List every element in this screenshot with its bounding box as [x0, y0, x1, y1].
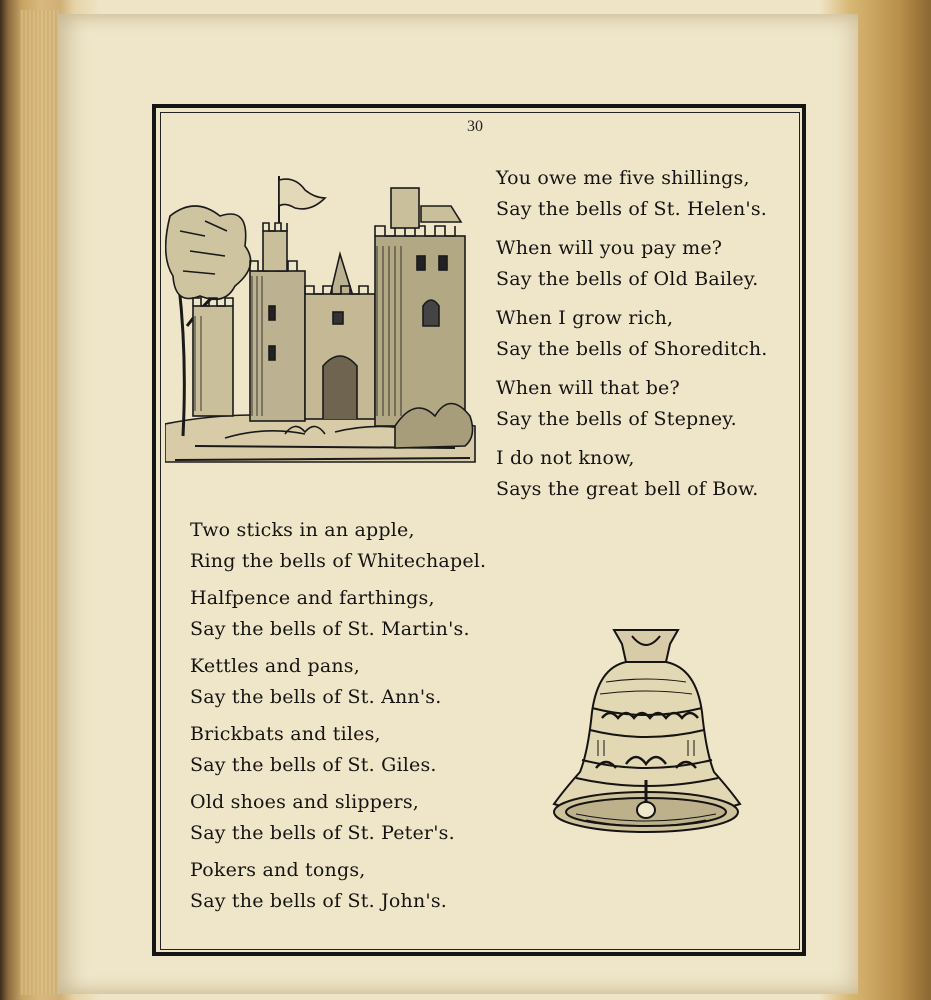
page-number: 30 — [467, 118, 483, 135]
couplet — [496, 373, 768, 435]
verse-line: Say the bells of St. Ann's. — [190, 686, 442, 708]
verse-line: When will that be? — [496, 377, 680, 399]
verse-line: Says the great bell of Bow. — [496, 478, 759, 500]
verse-line: Brickbats and tiles, — [190, 723, 381, 745]
couplet — [496, 303, 768, 365]
verse-line: Say the bells of St. Helen's. — [496, 198, 768, 220]
verse-line: Halfpence and farthings, — [190, 587, 435, 609]
verse-line: Say the bells of St. John's. — [190, 890, 448, 912]
couplet — [190, 787, 486, 849]
verse-line: Ring the bells of Whitechapel. — [190, 550, 487, 572]
verse-line: Two sticks in an apple, — [190, 519, 415, 541]
verse-line: Say the bells of St. Martin's. — [190, 618, 470, 640]
verse-line: Say the bells of Shoreditch. — [496, 338, 768, 360]
verse-line: Say the bells of Old Bailey. — [496, 268, 759, 290]
verse-bottom — [190, 515, 486, 923]
verse-line: Say the bells of St. Peter's. — [190, 822, 455, 844]
couplet — [190, 651, 486, 713]
couplet — [190, 583, 486, 645]
verse-line: Say the bells of St. Giles. — [190, 754, 437, 776]
verse-line: Kettles and pans, — [190, 655, 360, 677]
couplet — [190, 515, 486, 577]
verse-line: Say the bells of Stepney. — [496, 408, 737, 430]
verse-line: You owe me five shillings, — [496, 167, 750, 189]
couplet — [190, 719, 486, 781]
verse-line: Old shoes and slippers, — [190, 791, 420, 813]
bell-illustration — [546, 622, 746, 846]
verse-line: I do not know, — [496, 447, 635, 469]
castle-illustration — [165, 176, 480, 468]
page-edges — [20, 10, 60, 995]
verse-line: Pokers and tongs, — [190, 859, 366, 881]
couplet — [496, 163, 768, 225]
couplet — [190, 855, 486, 917]
verse-top — [496, 163, 768, 513]
verse-line: When I grow rich, — [496, 307, 674, 329]
couplet — [496, 233, 768, 295]
couplet — [496, 443, 768, 505]
verse-line: When will you pay me? — [496, 237, 723, 259]
